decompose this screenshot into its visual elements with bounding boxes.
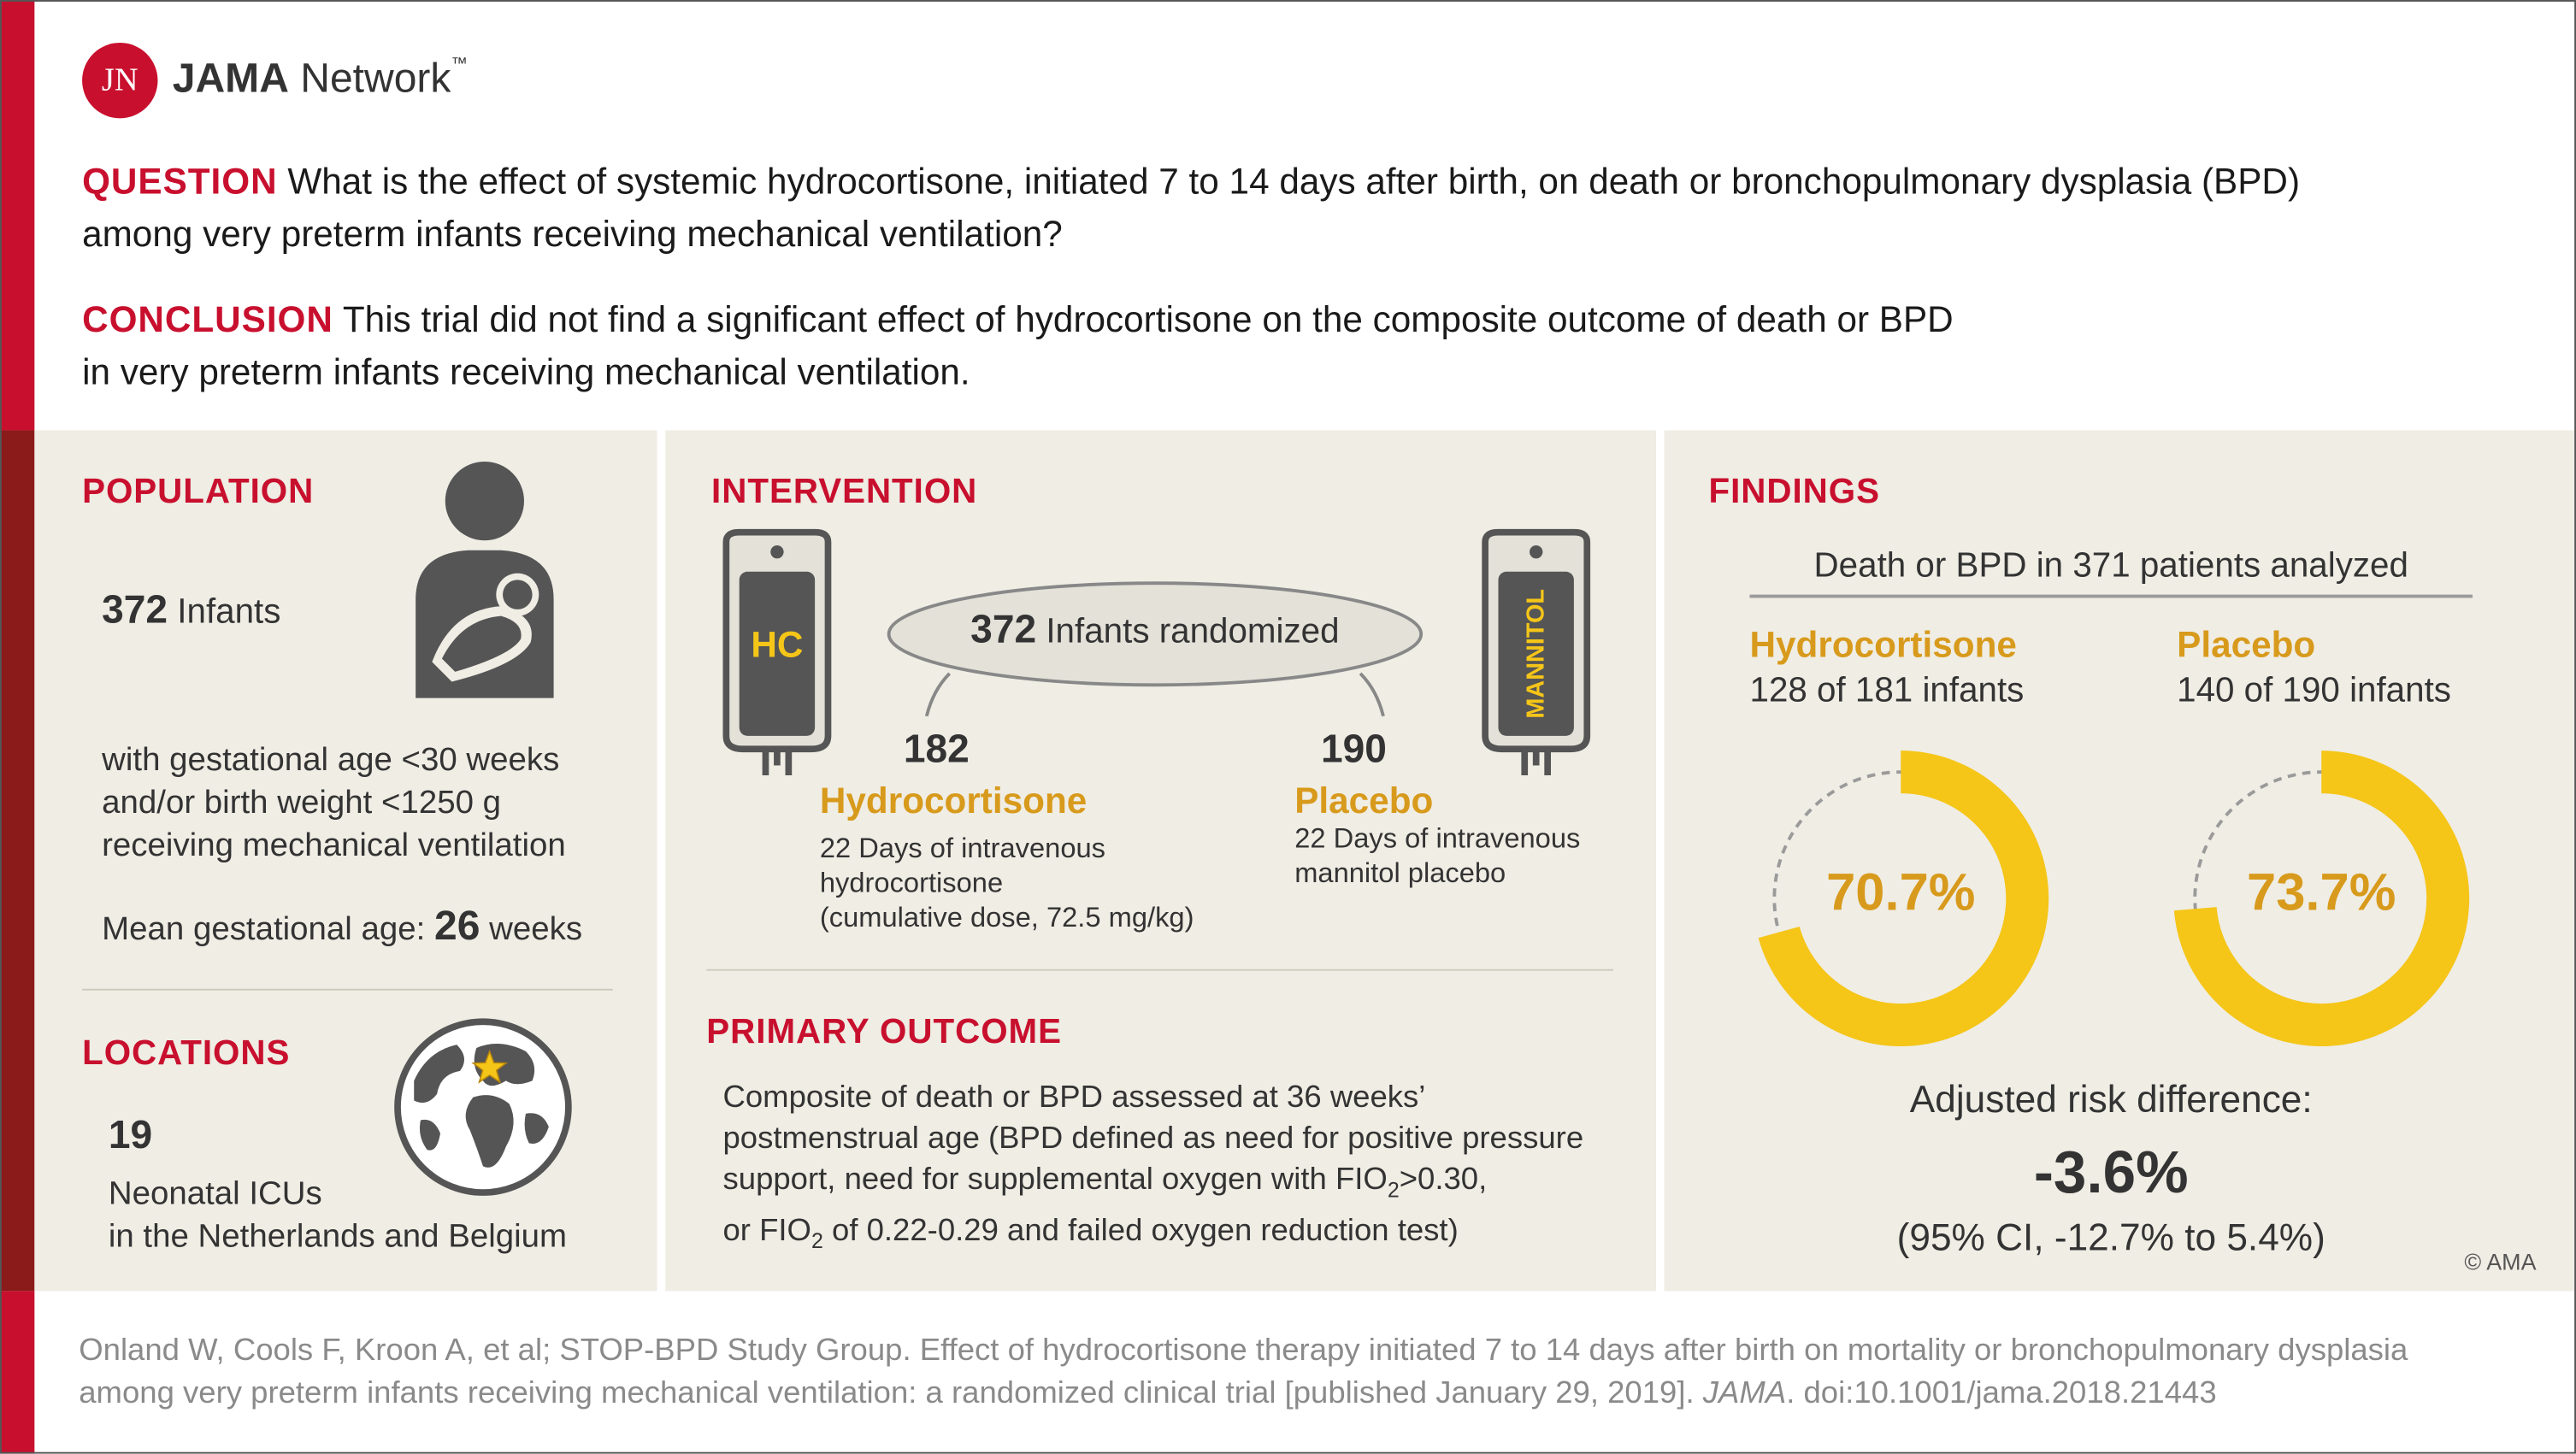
ard-value: -3.6% [2033,1138,2189,1206]
placebo-desc-line: 22 Days of intravenous [1294,822,1581,855]
divider [82,989,613,991]
outcome-subscript: 2 [1387,1177,1400,1203]
outcome-line-part: >0.30, [1399,1163,1488,1198]
population-criterion: and/or birth weight <1250 g [102,785,501,821]
placebo-percent: 73.7% [2247,862,2396,922]
citation-journal: JAMA [1702,1376,1787,1411]
primary-outcome-label: PRIMARY OUTCOME [706,1013,1063,1051]
placebo-name: Placebo [1294,780,1434,821]
iv-bag-hydrocortisone-icon [720,529,835,779]
mean-label: Mean gestational age: [102,911,435,948]
iv-bag-hc-label: HC [751,624,804,666]
brand-name-light: Network [288,56,451,103]
placebo-group-name: Placebo [2177,624,2316,666]
citation-line-2a: among very preterm infants receiving mechanical ventilation: a randomized clinical trial [published January 29, 2019]. [79,1376,1703,1411]
brand-name [173,56,468,103]
primary-outcome-text [723,1078,1584,1261]
locations-label: LOCATIONS [82,1034,291,1073]
conclusion-text-2: in very preterm infants receiving mechanical ventilation. [82,351,970,393]
population-count-number: 372 [102,587,168,633]
question-text-1: What is the effect of systemic hydrocortisone, initiated 7 to 14 days after birth, on death or bronchopulmonary dysplasia (BPD) [277,161,2301,203]
randomized-text: Infants randomized [1036,612,1340,650]
question [82,156,2514,262]
outcome-line-part: of 0.22-0.29 and failed oxygen reduction test) [822,1213,1459,1249]
hc-desc-line: 22 Days of intravenous [819,833,1106,864]
intervention-label: INTERVENTION [711,473,978,511]
hc-count: 182 [903,727,970,773]
locations-count: 19 [108,1113,153,1158]
accent-bar-bottom [0,1291,34,1453]
hc-percent: 70.7% [1826,862,1976,922]
iv-bag-placebo-icon [1478,529,1594,779]
copyright: © AMA [2464,1248,2537,1275]
findings-label: FINDINGS [1708,473,1880,511]
mean-value: 26 [434,903,480,950]
ard-ci: (95% CI, -12.7% to 5.4%) [1896,1215,2325,1258]
population-criterion: receiving mechanical ventilation [102,827,566,864]
accent-bar-top [0,0,34,430]
hc-desc-line: hydrocortisone [819,867,1004,899]
mean-unit: weeks [480,911,583,948]
ard-label: Adjusted risk difference: [1909,1077,2313,1121]
population-count-unit: Infants [168,592,281,631]
randomized-number: 372 [970,607,1037,652]
logo-monogram: JN [101,62,139,99]
locations-lines [109,1173,567,1258]
hc-group-name: Hydrocortisone [1749,624,2017,666]
citation [79,1330,2408,1416]
citation-line-2 [79,1373,2408,1416]
placebo-group-detail: 140 of 190 infants [2177,671,2451,710]
placebo-count: 190 [1320,727,1387,773]
globe-icon [391,1015,575,1199]
findings-underline [1750,595,2473,598]
hc-group-detail: 128 of 181 infants [1749,671,2025,710]
population-criterion: with gestational age <30 weeks [102,742,560,779]
conclusion [82,294,2514,399]
question-label: QUESTION [82,161,278,203]
randomized-count [884,608,1426,655]
question-text-2: among very preterm infants receiving mechanical ventilation? [82,213,1063,255]
citation-line-2b: . doi:10.1001/jama.2018.21443 [1786,1376,2217,1411]
hc-name: Hydrocortisone [819,780,1088,821]
iv-bag-placebo-label: MANNITOL [1522,588,1551,719]
conclusion-text-1: This trial did not find a significant effect of hydrocortisone on the composite outcome of death or BPD [333,298,1954,340]
divider [706,969,1613,971]
outcome-line: postmenstrual age (BPD defined as need for positive pressure [722,1121,1584,1157]
citation-line-1: Onland W, Cools F, Kroon A, et al; STOP-BPD Study Group. Effect of hydrocortisone therapy initiated 7 to 14 days after birth on mortality or bronchopulmonary dysplasia [79,1333,2408,1369]
population-count [102,588,280,635]
brand-trademark: ™ [451,56,468,74]
outcome-subscript: 2 [811,1227,823,1253]
outcome-line [723,1210,1584,1261]
placebo-desc-line: mannitol placebo [1294,857,1506,889]
population-criteria [102,739,566,868]
mean-gestational-age [102,902,582,951]
population-label: POPULATION [82,473,315,511]
placebo-description [1294,821,1580,891]
accent-bar-middle [0,430,34,1291]
brand-name-bold: JAMA [172,56,289,103]
outcome-line [723,1160,1584,1210]
hc-description [820,831,1194,934]
outcome-line-part: support, need for supplemental oxygen with FIO [722,1163,1388,1198]
conclusion-label: CONCLUSION [82,298,333,340]
jama-logo-icon [82,43,157,118]
locations-line: Neonatal ICUs [108,1175,322,1213]
parent-holding-infant-icon [386,451,575,714]
findings-subtitle: Death or BPD in 371 patients analyzed [1813,546,2408,586]
locations-line: in the Netherlands and Belgium [108,1218,568,1256]
outcome-line: Composite of death or BPD assessed at 36 weeks’ [722,1080,1426,1116]
outcome-line-part: or FIO [722,1213,811,1249]
hc-desc-line: (cumulative dose, 72.5 mg/kg) [819,901,1194,933]
